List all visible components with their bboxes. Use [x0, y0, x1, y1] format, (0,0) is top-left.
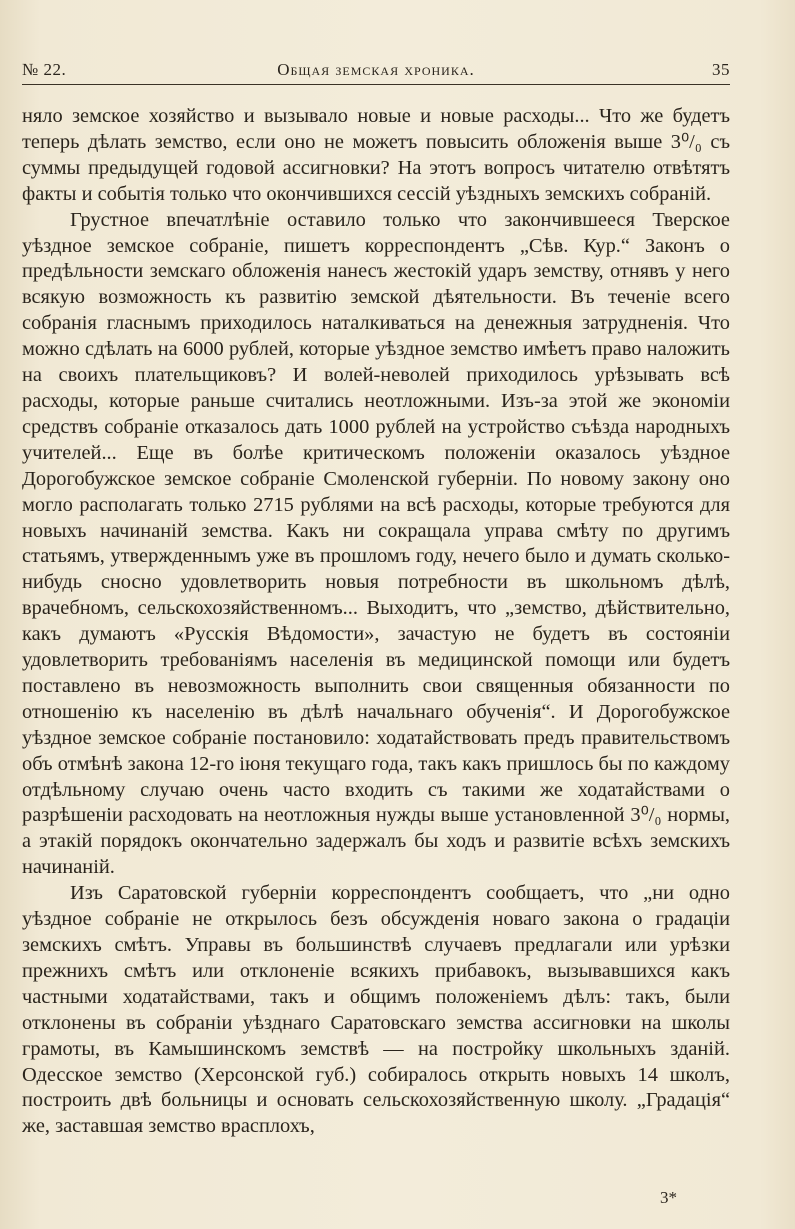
- paragraph-1: няло земское хозяйство и вызывало новые и новые расходы... Что же будетъ теперь дѣлать земство, если оно не можетъ повысить обложенія выше 3⁰/₀ съ суммы предыдущей годовой ассигновки? На этотъ вопросъ читателю отвѣтятъ факты и событія только что окончившихся сессій уѣздныхъ земскихъ собраній.: [22, 105, 730, 205]
- running-header: [22, 60, 730, 86]
- paragraph-2: Грустное впечатлѣніе оставило только что закончившееся Тверское уѣздное земское собраніе, пишетъ корреспондентъ „Сѣв. Кур.“ Законъ о предѣльности земскаго обложенія нанесъ жестокій ударъ земству, отнявъ у него всякую возможность къ развитію земской дѣятельности. Въ теченіе всего собранія гласнымъ приходилось наталкиваться на денежныя затрудненія. Что можно сдѣлать на 6000 рублей, которые уѣздное земство имѣетъ право наложить на своихъ плательщиковъ? И волей-неволей приходилось урѣзывать всѣ расходы, которые раньше считались неотложными. Изъ-за этой же экономіи средствъ собраніе отказалось дать 1000 рублей на устройство съѣзда народныхъ учителей... Еще въ болѣе критическомъ положеніи оказалось уѣздное Дорогобужское земское собраніе Смоленской губерніи. По новому закону оно могло располагать только 2715 рублями на всѣ расходы, которые требуются для новыхъ начинаній земства. Какъ ни сокращала управа смѣту по другимъ статьямъ, утвержденнымъ уже въ прошломъ году, нечего было и думать сколько-нибудь сносно удовлетворить новыя потребности въ школьномъ дѣлѣ, врачебномъ, сельскохозяйственномъ... Выходитъ, что „земство, дѣйствительно, какъ думаютъ «Русскія Вѣдомости», зачастую не будетъ въ состояніи удовлетворить требованіямъ населенія въ медицинской помощи или будетъ поставлено въ невозможность выполнить свои священныя обязанности по отношенію къ населенію въ дѣлѣ начальнаго обученія“. И Дорогобужское уѣздное земское собраніе постановило: ходатайствовать предъ правительствомъ объ отмѣнѣ закона 12-го іюня текущаго года, такъ какъ пришлось бы по каждому отдѣльному случаю очень часто входить съ такими же ходатайствами о разрѣшеніи расходовать на неотложныя нужды выше установленной 3⁰/₀ нормы, а этакій порядокъ окончательно задержалъ бы ходъ и развитіе всѣхъ земскихъ начинаній.: [22, 208, 730, 879]
- issue-number: № 22.: [22, 60, 67, 79]
- signature-mark: 3*: [660, 1188, 677, 1207]
- header-rule: [22, 84, 730, 85]
- running-title: Общая земская хроника.: [277, 60, 475, 79]
- paragraph-3: Изъ Саратовской губерніи корреспондентъ сообщаетъ, что „ни одно уѣздное собраніе не открылось безъ обсужденія новаго закона о градаціи земскихъ смѣтъ. Управы въ большинствѣ случаевъ предлагали или урѣзки прежнихъ смѣтъ или отклоненіе всякихъ прибавокъ, вызывавшихся какъ частными ходатайствами, такъ и общимъ положеніемъ дѣлъ: такъ, были отклонены въ собраніи уѣзднаго Саратовскаго земства ассигновки на школы грамоты, въ Камышинскомъ земствѣ — на постройку школьныхъ зданій. Одесское земство (Херсонской губ.) собиралось открыть новыхъ 14 школъ, построить двѣ больницы и основать сельскохозяйственную школу. „Градація“ же, заставшая земство врасплохъ,: [22, 882, 730, 1138]
- page-number: 35: [712, 60, 730, 79]
- body-text: [22, 104, 730, 1140]
